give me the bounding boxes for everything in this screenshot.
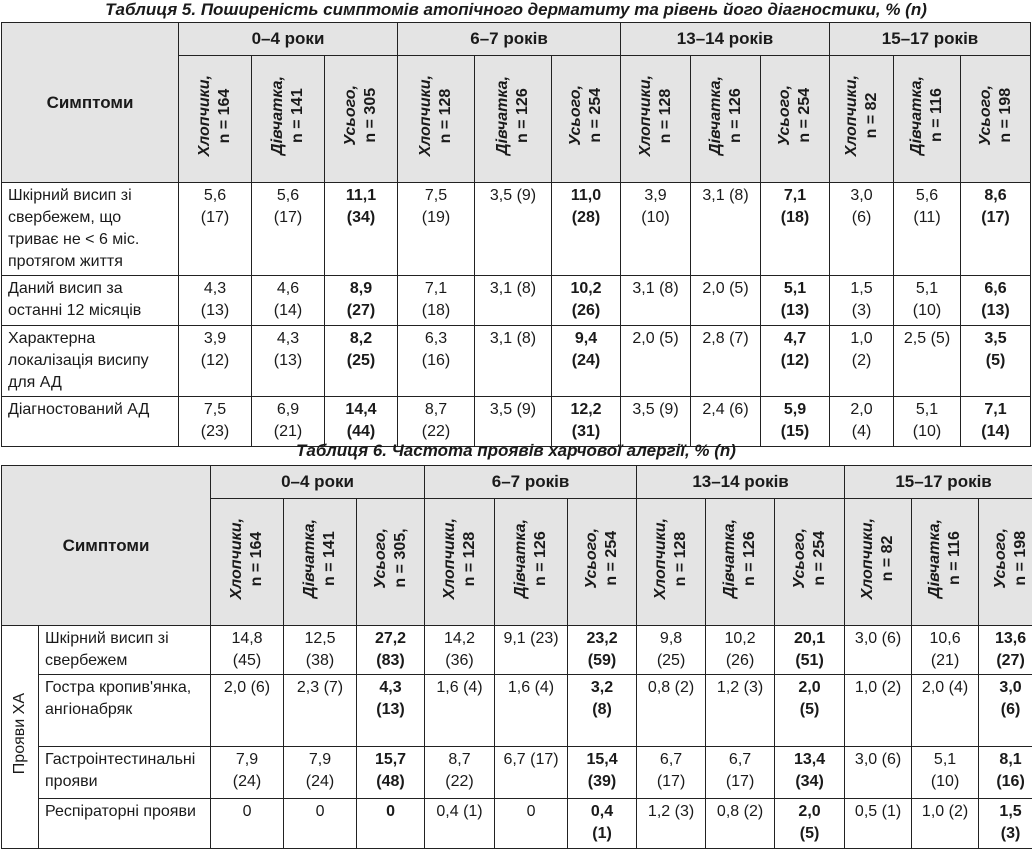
- table-cell: 2,0 (5): [775, 675, 845, 747]
- table-cell: 8,7 (22): [425, 747, 495, 799]
- table-row: [2, 799, 1032, 849]
- table-row: [2, 626, 1032, 675]
- table-cell: 3,1 (8): [691, 183, 761, 276]
- table-cell: 13,6 (27): [979, 626, 1032, 675]
- table-cell: 5,1 (10): [894, 276, 961, 326]
- group-header: 15–17 років: [845, 466, 1032, 499]
- table-cell: 5,6 (17): [252, 183, 325, 276]
- table-cell: 10,2 (26): [552, 276, 621, 326]
- table-cell: 1,5 (3): [830, 276, 894, 326]
- table-cell: 0,4 (1): [568, 799, 637, 849]
- table-cell: 11,1 (34): [325, 183, 398, 276]
- table-cell: 2,0 (4): [830, 397, 894, 447]
- table-cell: 1,6 (4): [425, 675, 495, 747]
- table-cell: 8,6 (17): [961, 183, 1031, 276]
- symptoms-header: Симптоми: [2, 466, 211, 626]
- column-header: Усього, n = 305: [325, 56, 398, 183]
- column-header: Хлопчики, n = 128: [621, 56, 691, 183]
- table-cell: 3,2 (8): [568, 675, 637, 747]
- table-cell: 2,3 (7): [284, 675, 357, 747]
- table-cell: 9,8 (25): [637, 626, 706, 675]
- table-row: [2, 675, 1032, 747]
- column-header: Дівчатка, n = 116: [912, 499, 979, 626]
- table-cell: 4,3 (13): [179, 276, 252, 326]
- table-cell: 2,4 (6): [691, 397, 761, 447]
- column-header: Хлопчики, n = 128: [637, 499, 706, 626]
- group-header: 13–14 років: [621, 23, 830, 56]
- table-cell: 1,6 (4): [495, 675, 568, 747]
- table-cell: 8,2 (25): [325, 326, 398, 397]
- column-header: Хлопчики, n = 82: [845, 499, 912, 626]
- group-header: 0–4 роки: [211, 466, 425, 499]
- table-cell: 3,9 (12): [179, 326, 252, 397]
- table-cell: 7,5 (23): [179, 397, 252, 447]
- table-cell: 14,2 (36): [425, 626, 495, 675]
- table-cell: 7,9 (24): [211, 747, 284, 799]
- table-cell: 14,8 (45): [211, 626, 284, 675]
- table-cell: 15,7 (48): [357, 747, 425, 799]
- table-cell: 23,2 (59): [568, 626, 637, 675]
- table-cell: 2,0 (6): [211, 675, 284, 747]
- row-label: Шкірний висип зі свербежем: [39, 626, 211, 675]
- table-cell: 3,5 (9): [621, 397, 691, 447]
- table-cell: 5,9 (15): [761, 397, 830, 447]
- table-row: [2, 747, 1032, 799]
- row-label: Шкірний висип зі свербежем, що триває не < 6 міс. протягом життя: [2, 183, 179, 276]
- table-cell: 8,1 (16): [979, 747, 1032, 799]
- group-header: 0–4 роки: [179, 23, 398, 56]
- table-cell: 4,7 (12): [761, 326, 830, 397]
- column-header: Усього, n = 198: [961, 56, 1031, 183]
- table-cell: 5,6 (17): [179, 183, 252, 276]
- table-cell: 3,5 (9): [475, 397, 552, 447]
- table-row: [2, 326, 1031, 397]
- table-cell: 4,6 (14): [252, 276, 325, 326]
- table-cell: 2,0 (5): [621, 326, 691, 397]
- table-cell: 8,9 (27): [325, 276, 398, 326]
- table-cell: 3,0 (6): [845, 626, 912, 675]
- table-row: [2, 397, 1031, 447]
- table6-title: Таблиця 6. Частота проявів харчової алергії, % (n): [0, 441, 1032, 461]
- table-cell: 5,1 (13): [761, 276, 830, 326]
- table-cell: 2,0 (5): [775, 799, 845, 849]
- table-cell: 7,1 (18): [398, 276, 475, 326]
- column-header: Дівчатка, n = 126: [495, 499, 568, 626]
- column-header: Хлопчики, n = 128: [398, 56, 475, 183]
- table-cell: 7,5 (19): [398, 183, 475, 276]
- row-label: Даний висип за останні 12 місяців: [2, 276, 179, 326]
- table-cell: 8,7 (22): [398, 397, 475, 447]
- table-cell: 5,6 (11): [894, 183, 961, 276]
- table-cell: 3,0 (6): [979, 675, 1032, 747]
- table-cell: 7,1 (14): [961, 397, 1031, 447]
- table-cell: 2,0 (5): [691, 276, 761, 326]
- column-header: Хлопчики, n = 128: [425, 499, 495, 626]
- group-header: 6–7 років: [398, 23, 621, 56]
- table-cell: 1,5 (3): [979, 799, 1032, 849]
- table-cell: 11,0 (28): [552, 183, 621, 276]
- column-header: Усього, n = 254: [775, 499, 845, 626]
- table-cell: 4,3 (13): [252, 326, 325, 397]
- table-cell: 6,6 (13): [961, 276, 1031, 326]
- group-header: 13–14 років: [637, 466, 845, 499]
- column-header: Дівчатка, n = 126: [706, 499, 775, 626]
- symptoms-header: Симптоми: [2, 23, 179, 183]
- table-cell: 3,9 (10): [621, 183, 691, 276]
- table-cell: 6,9 (21): [252, 397, 325, 447]
- table5-title: Таблиця 5. Поширеність симптомів атопічного дерматиту та рівень його діагностики, % (n): [0, 0, 1032, 20]
- table-cell: 0,8 (2): [706, 799, 775, 849]
- column-header: Усього, n = 254: [761, 56, 830, 183]
- table-cell: 10,2 (26): [706, 626, 775, 675]
- table-cell: 1,0 (2): [912, 799, 979, 849]
- table-cell: 0: [284, 799, 357, 849]
- table-cell: 2,5 (5): [894, 326, 961, 397]
- table-cell: 1,2 (3): [706, 675, 775, 747]
- table-cell: 3,1 (8): [621, 276, 691, 326]
- row-label: Респіраторні прояви: [39, 799, 211, 849]
- table-cell: 0,4 (1): [425, 799, 495, 849]
- table-cell: 3,1 (8): [475, 326, 552, 397]
- table-cell: 6,7 (17): [637, 747, 706, 799]
- table-cell: 3,5 (9): [475, 183, 552, 276]
- column-header: Хлопчики, n = 164: [211, 499, 284, 626]
- table-cell: 0,5 (1): [845, 799, 912, 849]
- table-cell: 0,8 (2): [637, 675, 706, 747]
- table-cell: 5,1 (10): [912, 747, 979, 799]
- column-header: Усього, n = 254: [568, 499, 637, 626]
- table-row: [2, 276, 1031, 326]
- table-cell: 2,8 (7): [691, 326, 761, 397]
- column-header: Дівчатка, n = 141: [252, 56, 325, 183]
- group-header: 6–7 років: [425, 466, 637, 499]
- row-label: Гастроінтестинальні прояви: [39, 747, 211, 799]
- column-header: Усього, n = 254: [552, 56, 621, 183]
- table-cell: 15,4 (39): [568, 747, 637, 799]
- table-cell: 3,5 (5): [961, 326, 1031, 397]
- table-cell: 12,5 (38): [284, 626, 357, 675]
- column-header: Усього, n = 305,: [357, 499, 425, 626]
- table5: [1, 22, 1031, 447]
- table-cell: 0: [357, 799, 425, 849]
- table-cell: 10,6 (21): [912, 626, 979, 675]
- column-header: Дівчатка, n = 126: [475, 56, 552, 183]
- table-cell: 9,1 (23): [495, 626, 568, 675]
- table-cell: 1,0 (2): [845, 675, 912, 747]
- table-cell: 5,1 (10): [894, 397, 961, 447]
- side-label: Прояви ХА: [2, 626, 39, 849]
- column-header: Дівчатка, n = 126: [691, 56, 761, 183]
- table-cell: 3,0 (6): [845, 747, 912, 799]
- table-cell: 1,2 (3): [637, 799, 706, 849]
- row-label: Характерна локалізація висипу для АД: [2, 326, 179, 397]
- table-cell: 7,1 (18): [761, 183, 830, 276]
- table-cell: 27,2 (83): [357, 626, 425, 675]
- group-header: 15–17 років: [830, 23, 1031, 56]
- table-cell: 12,2 (31): [552, 397, 621, 447]
- column-header: Дівчатка, n = 141: [284, 499, 357, 626]
- table-cell: 7,9 (24): [284, 747, 357, 799]
- table-cell: 0: [495, 799, 568, 849]
- column-header: Хлопчики, n = 164: [179, 56, 252, 183]
- table-cell: 0: [211, 799, 284, 849]
- table-cell: 13,4 (34): [775, 747, 845, 799]
- table-cell: 2,0 (4): [912, 675, 979, 747]
- table-cell: 6,7 (17): [495, 747, 568, 799]
- row-label: Гостра кропив'янка, ангіонабряк: [39, 675, 211, 747]
- table-row: [2, 183, 1031, 276]
- column-header: Дівчатка, n = 116: [894, 56, 961, 183]
- table-cell: 14,4 (44): [325, 397, 398, 447]
- table-cell: 20,1 (51): [775, 626, 845, 675]
- table-cell: 9,4 (24): [552, 326, 621, 397]
- table-cell: 6,3 (16): [398, 326, 475, 397]
- row-label: Діагностований АД: [2, 397, 179, 447]
- table-cell: 4,3 (13): [357, 675, 425, 747]
- table6: [1, 465, 1032, 849]
- table-cell: 3,0 (6): [830, 183, 894, 276]
- column-header: Усього, n = 198: [979, 499, 1032, 626]
- table-cell: 3,1 (8): [475, 276, 552, 326]
- table-cell: 1,0 (2): [830, 326, 894, 397]
- table-cell: 6,7 (17): [706, 747, 775, 799]
- column-header: Хлопчики, n = 82: [830, 56, 894, 183]
